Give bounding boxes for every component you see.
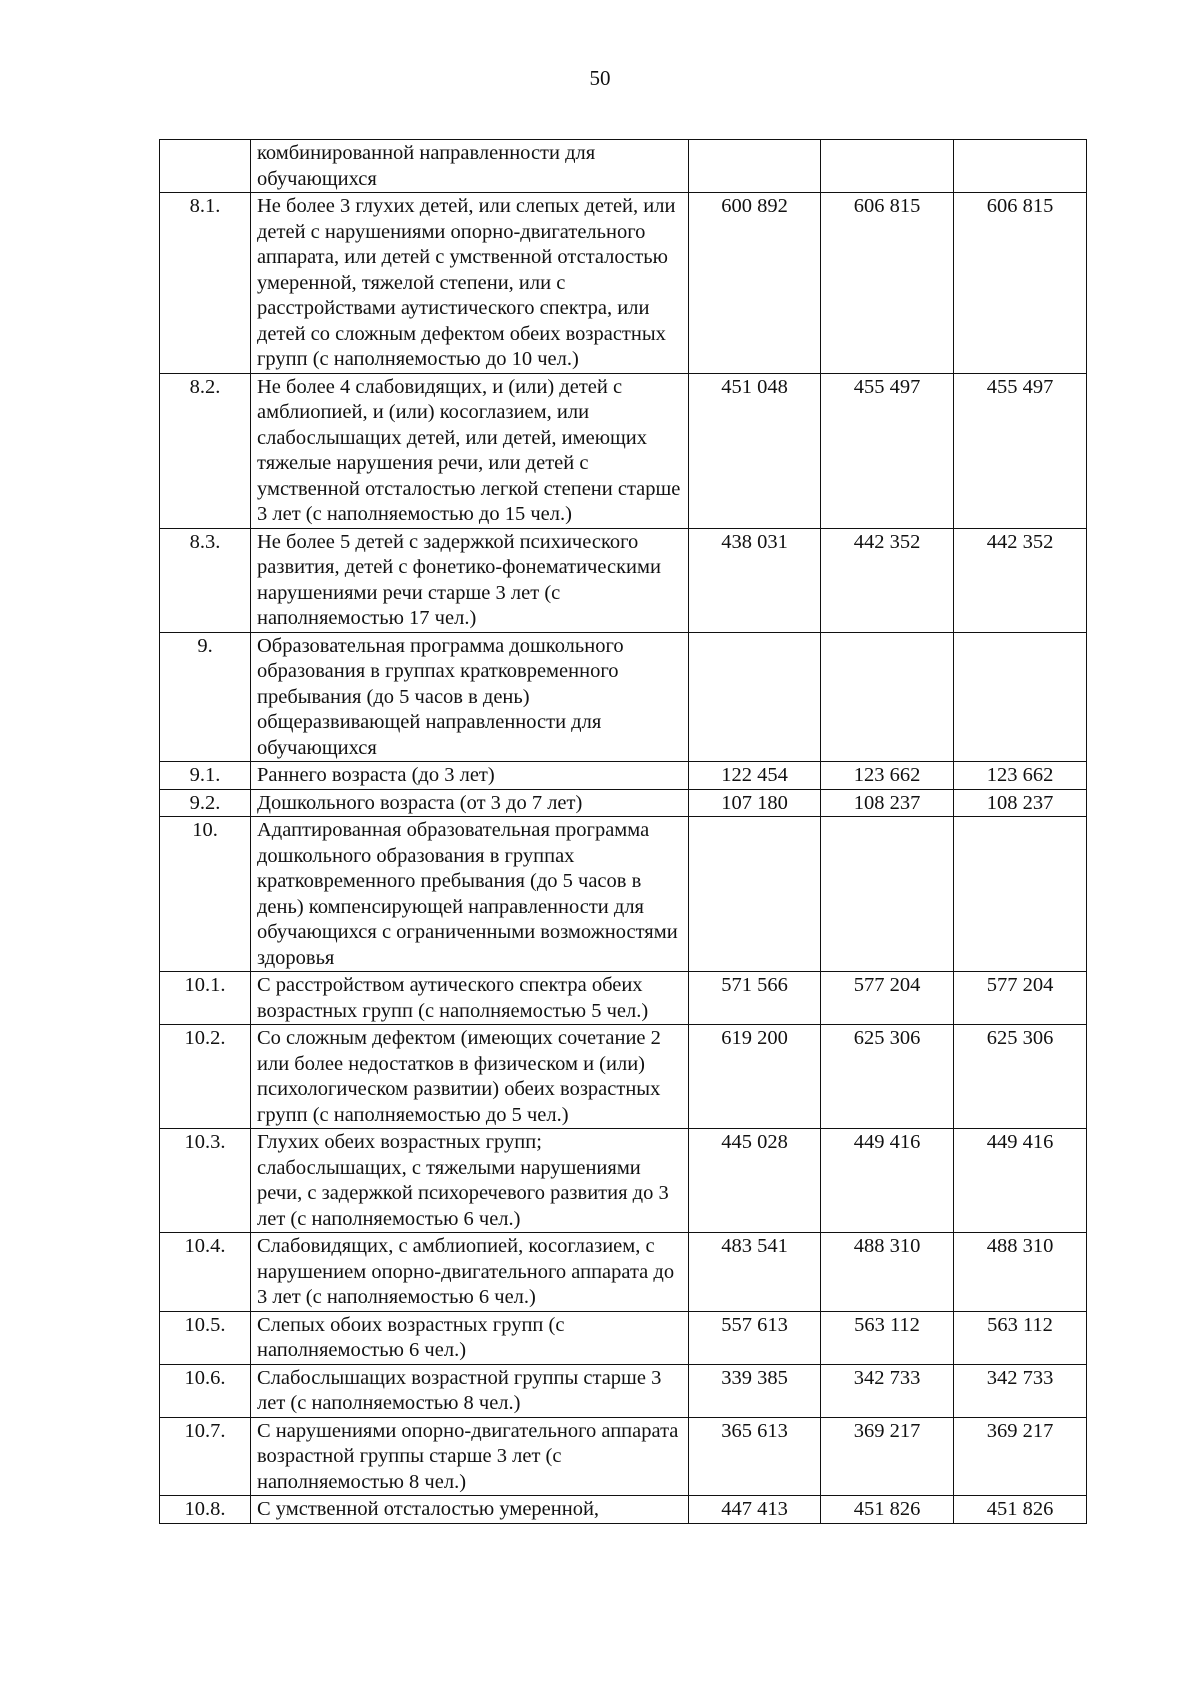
value-cell-col3: 369 217 <box>954 1417 1087 1496</box>
value-cell-col3: 451 826 <box>954 1496 1087 1524</box>
table-row <box>160 789 1087 817</box>
table-row <box>160 972 1087 1025</box>
value-cell-col2: 488 310 <box>821 1233 954 1312</box>
table-row <box>160 762 1087 790</box>
row-number-cell: 10. <box>160 817 251 972</box>
value-cell-col2 <box>821 140 954 193</box>
value-cell-col2 <box>821 817 954 972</box>
value-cell-col3: 342 733 <box>954 1364 1087 1417</box>
table-body <box>160 140 1087 1524</box>
value-cell-col2: 123 662 <box>821 762 954 790</box>
row-description-cell: Слепых обоих возрастных групп (с наполняемостью 6 чел.) <box>251 1311 689 1364</box>
value-cell-col3: 123 662 <box>954 762 1087 790</box>
value-cell-col2: 451 826 <box>821 1496 954 1524</box>
row-number-cell: 10.2. <box>160 1025 251 1129</box>
row-description-cell: С нарушениями опорно-двигательного аппарата возрастной группы старше 3 лет (с наполняемостью 8 чел.) <box>251 1417 689 1496</box>
value-cell-col1: 451 048 <box>689 373 821 528</box>
row-number-cell: 10.3. <box>160 1129 251 1233</box>
value-cell-col1: 483 541 <box>689 1233 821 1312</box>
row-number-cell: 10.8. <box>160 1496 251 1524</box>
row-number-cell <box>160 140 251 193</box>
value-cell-col2: 577 204 <box>821 972 954 1025</box>
value-cell-col1: 447 413 <box>689 1496 821 1524</box>
row-number-cell: 10.6. <box>160 1364 251 1417</box>
row-number-cell: 9.2. <box>160 789 251 817</box>
value-cell-col2: 342 733 <box>821 1364 954 1417</box>
row-description-cell: Не более 4 слабовидящих, и (или) детей с амблиопией, и (или) косоглазием, или слабослышащих детей, или детей, имеющих тяжелые нарушения речи, или детей с умственной отсталостью легкой степени старше 3 лет (с наполняемостью до 15 чел.) <box>251 373 689 528</box>
row-description-cell: С расстройством аутического спектра обеих возрастных групп (с наполняемостью 5 чел.) <box>251 972 689 1025</box>
row-number-cell: 8.2. <box>160 373 251 528</box>
value-cell-col1: 365 613 <box>689 1417 821 1496</box>
value-cell-col2: 449 416 <box>821 1129 954 1233</box>
row-description-cell: Образовательная программа дошкольного образования в группах кратковременного пребывания (до 5 часов в день) общеразвивающей направленности для обучающихся <box>251 632 689 762</box>
value-cell-col1: 438 031 <box>689 528 821 632</box>
row-description-cell: Глухих обеих возрастных групп; слабослышащих, с тяжелыми нарушениями речи, с задержкой психоречевого развития до 3 лет (с наполняемостью 6 чел.) <box>251 1129 689 1233</box>
row-description-cell: С умственной отсталостью умеренной, <box>251 1496 689 1524</box>
row-description-cell: Слабослышащих возрастной группы старше 3 лет (с наполняемостью 8 чел.) <box>251 1364 689 1417</box>
value-cell-col3: 563 112 <box>954 1311 1087 1364</box>
row-description-cell: комбинированной направленности для обучающихся <box>251 140 689 193</box>
value-cell-col3 <box>954 632 1087 762</box>
value-cell-col3 <box>954 140 1087 193</box>
row-description-cell: Слабовидящих, с амблиопией, косоглазием, с нарушением опорно-двигательного аппарата до 3 лет (с наполняемостью 6 чел.) <box>251 1233 689 1312</box>
table-row <box>160 817 1087 972</box>
value-cell-col1: 339 385 <box>689 1364 821 1417</box>
table-row <box>160 1025 1087 1129</box>
table-row <box>160 140 1087 193</box>
row-number-cell: 8.3. <box>160 528 251 632</box>
value-cell-col2: 606 815 <box>821 193 954 374</box>
table-row <box>160 193 1087 374</box>
value-cell-col3: 577 204 <box>954 972 1087 1025</box>
value-cell-col1 <box>689 632 821 762</box>
row-number-cell: 10.1. <box>160 972 251 1025</box>
row-number-cell: 10.5. <box>160 1311 251 1364</box>
value-cell-col3: 455 497 <box>954 373 1087 528</box>
row-description-cell: Не более 5 детей с задержкой психического развития, детей с фонетико-фонематическими нарушениями речи старше 3 лет (с наполняемостью 17 чел.) <box>251 528 689 632</box>
value-cell-col1 <box>689 817 821 972</box>
value-cell-col1: 445 028 <box>689 1129 821 1233</box>
table-row <box>160 1311 1087 1364</box>
row-number-cell: 10.4. <box>160 1233 251 1312</box>
value-cell-col2: 442 352 <box>821 528 954 632</box>
value-cell-col1: 571 566 <box>689 972 821 1025</box>
row-description-cell: Не более 3 глухих детей, или слепых детей, или детей с нарушениями опорно-двигательного аппарата, или детей с умственной отсталостью умеренной, тяжелой степени, или с расстройствами аутистического спектра, или детей со сложным дефектом обеих возрастных групп (с наполняемостью до 10 чел.) <box>251 193 689 374</box>
value-cell-col2: 563 112 <box>821 1311 954 1364</box>
table-row <box>160 1129 1087 1233</box>
row-description-cell: Дошкольного возраста (от 3 до 7 лет) <box>251 789 689 817</box>
value-cell-col3: 606 815 <box>954 193 1087 374</box>
table-row <box>160 528 1087 632</box>
row-number-cell: 8.1. <box>160 193 251 374</box>
value-cell-col1: 557 613 <box>689 1311 821 1364</box>
row-description-cell: Со сложным дефектом (имеющих сочетание 2 или более недостатков в физическом и (или) психологическом развитии) обеих возрастных групп (с наполняемостью до 5 чел.) <box>251 1025 689 1129</box>
value-cell-col1: 107 180 <box>689 789 821 817</box>
table-row <box>160 373 1087 528</box>
table-row <box>160 632 1087 762</box>
value-cell-col3: 442 352 <box>954 528 1087 632</box>
table-row <box>160 1364 1087 1417</box>
value-cell-col1 <box>689 140 821 193</box>
tariff-table <box>159 139 1087 1524</box>
value-cell-col2: 369 217 <box>821 1417 954 1496</box>
row-description-cell: Раннего возраста (до 3 лет) <box>251 762 689 790</box>
value-cell-col2 <box>821 632 954 762</box>
table-row <box>160 1496 1087 1524</box>
value-cell-col3: 108 237 <box>954 789 1087 817</box>
page-number: 50 <box>589 66 611 90</box>
value-cell-col1: 122 454 <box>689 762 821 790</box>
value-cell-col3: 449 416 <box>954 1129 1087 1233</box>
row-number-cell: 9. <box>160 632 251 762</box>
value-cell-col2: 625 306 <box>821 1025 954 1129</box>
table-row <box>160 1417 1087 1496</box>
value-cell-col1: 600 892 <box>689 193 821 374</box>
table-row <box>160 1233 1087 1312</box>
row-description-cell: Адаптированная образовательная программа дошкольного образования в группах кратковременного пребывания (до 5 часов в день) компенсирующей направленности для обучающихся с ограниченными возможностями здоровья <box>251 817 689 972</box>
value-cell-col2: 455 497 <box>821 373 954 528</box>
row-number-cell: 10.7. <box>160 1417 251 1496</box>
row-number-cell: 9.1. <box>160 762 251 790</box>
value-cell-col2: 108 237 <box>821 789 954 817</box>
value-cell-col1: 619 200 <box>689 1025 821 1129</box>
value-cell-col3 <box>954 817 1087 972</box>
value-cell-col3: 488 310 <box>954 1233 1087 1312</box>
value-cell-col3: 625 306 <box>954 1025 1087 1129</box>
